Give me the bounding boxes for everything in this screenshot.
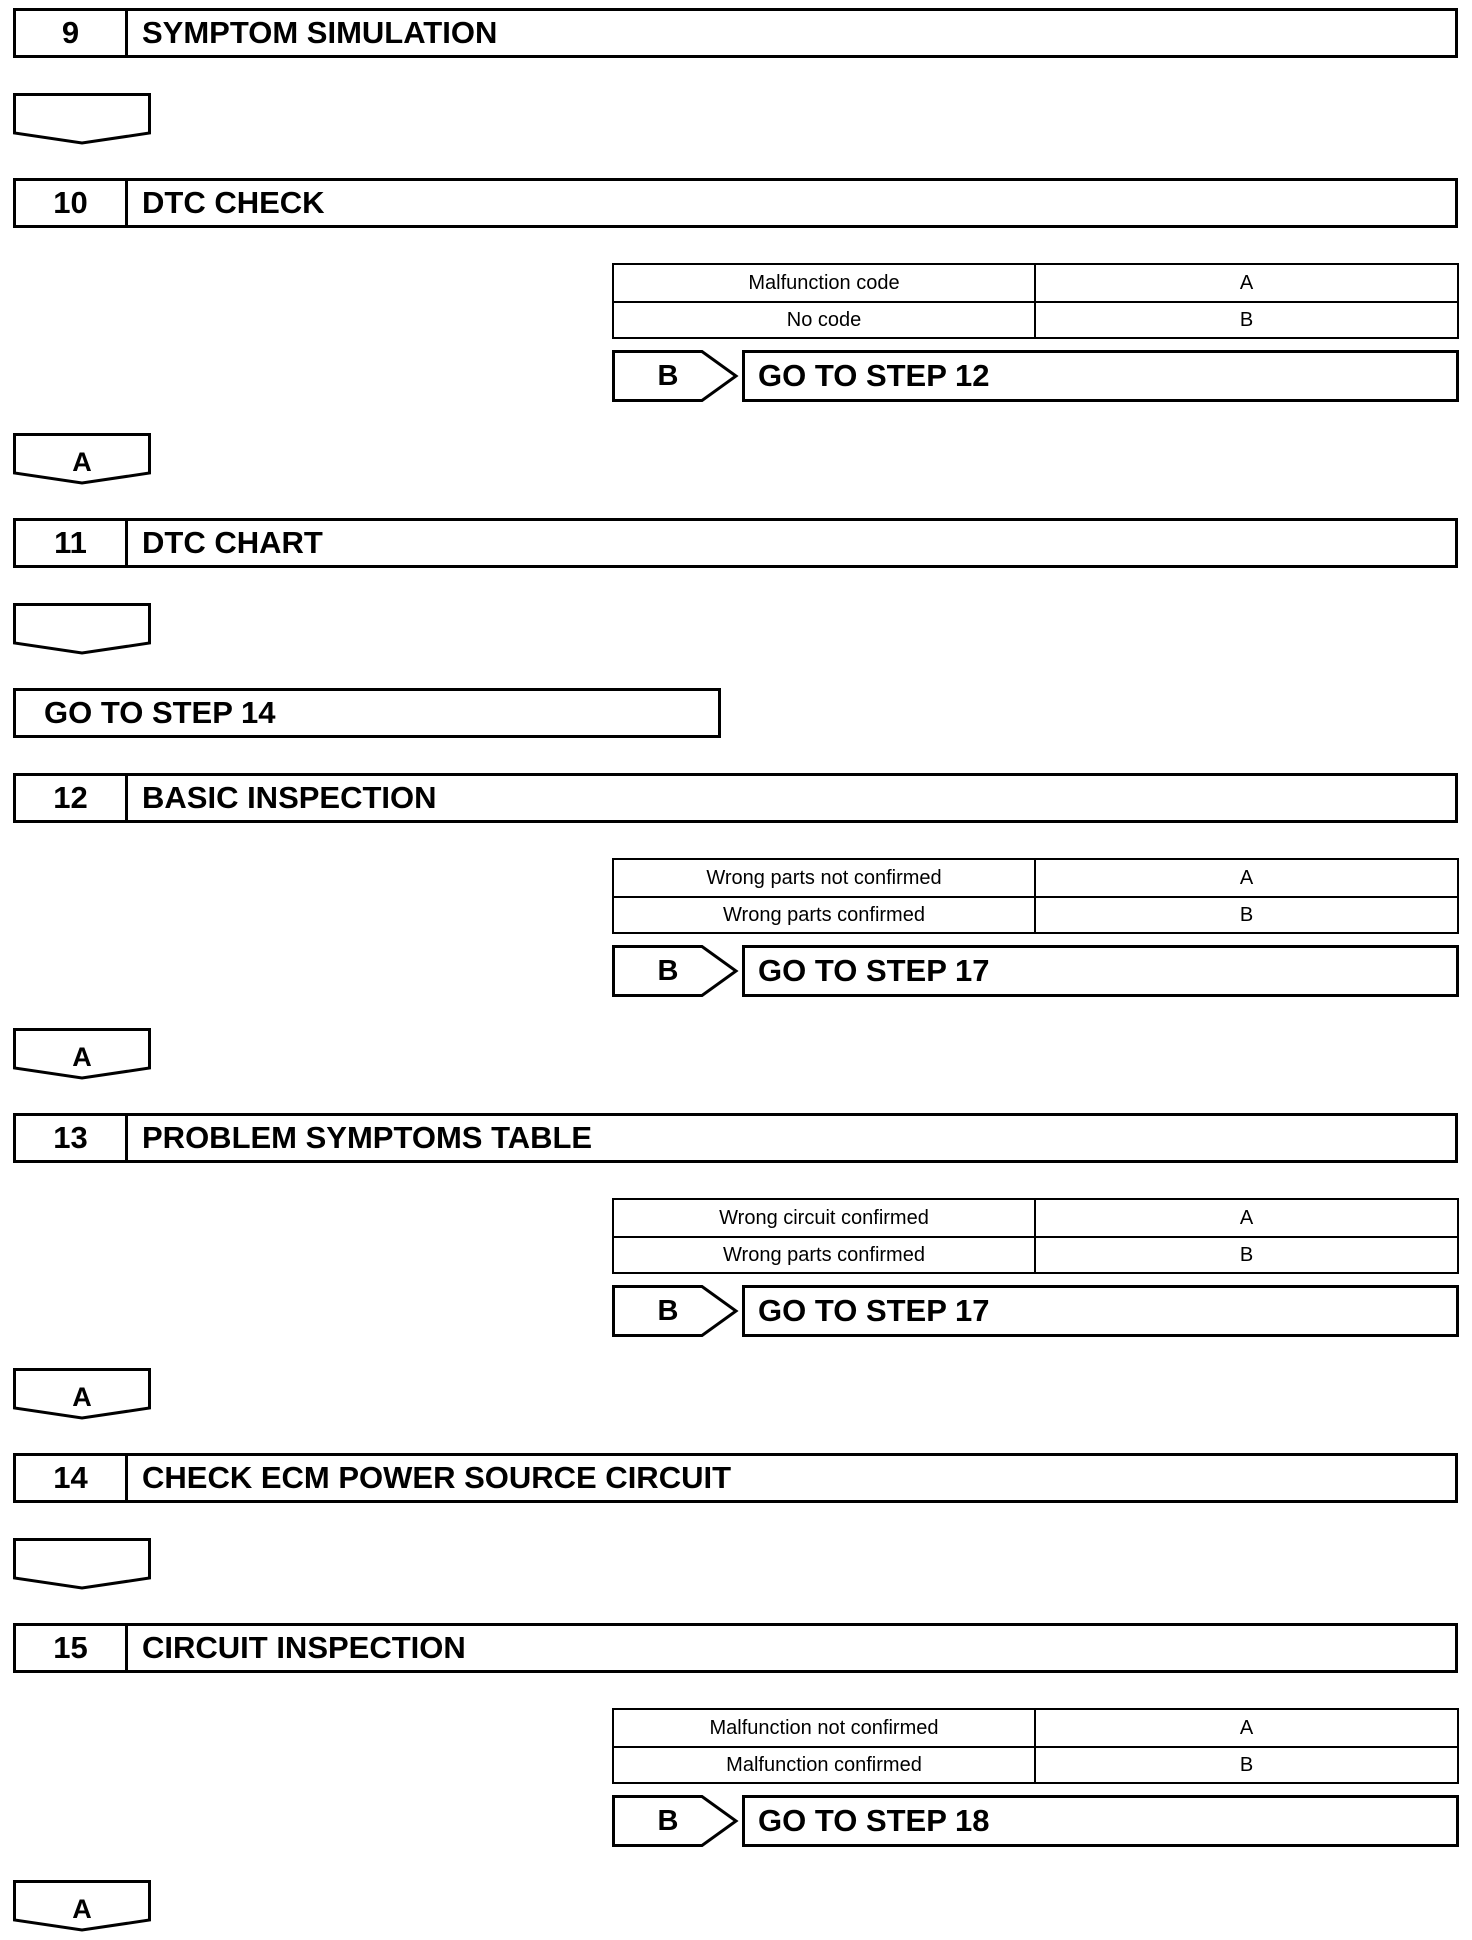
result-code: B [1239,1754,1254,1776]
result-row [614,897,1457,933]
branch-label: B [657,360,679,392]
step-number: 9 [16,11,128,55]
flow-arrow [13,1538,151,1592]
result-condition: No code [614,302,1036,338]
step-title: DTC CHART [142,525,323,560]
result-code: A [1239,867,1254,889]
flow-arrow-a [13,433,151,487]
branch-b-arrow [612,945,740,997]
result-condition: Malfunction code [614,265,1036,301]
result-table-problem-symptoms [612,1198,1459,1274]
result-table-dtc-check [612,263,1459,339]
goto-step-12: GO TO STEP 12 [742,350,1459,402]
result-condition: Malfunction confirmed [614,1747,1036,1783]
goto-step-17: GO TO STEP 17 [742,1285,1459,1337]
branch-label: B [657,1805,679,1837]
flow-arrow-label: A [72,1042,92,1072]
goto-step-14: GO TO STEP 14 [13,688,721,738]
step-13-box [13,1113,1458,1163]
result-code: B [1239,904,1254,926]
branch-b-arrow [612,350,740,402]
step-number: 13 [16,1116,128,1160]
step-10-box [13,178,1458,228]
step-number: 11 [16,521,128,565]
result-condition: Wrong circuit confirmed [614,1200,1036,1236]
result-code: A [1239,272,1254,294]
result-code: B [1239,1244,1254,1266]
result-row [614,265,1457,303]
step-15-box [13,1623,1458,1673]
step-number: 10 [16,181,128,225]
step-title: SYMPTOM SIMULATION [142,15,498,50]
goto-step-18: GO TO STEP 18 [742,1795,1459,1847]
result-table-basic-inspection [612,858,1459,934]
branch-b-arrow [612,1795,740,1847]
goto-step-17: GO TO STEP 17 [742,945,1459,997]
branch-label: B [657,955,679,987]
result-condition: Wrong parts confirmed [614,1237,1036,1273]
flow-arrow-a [13,1028,151,1082]
step-9-box [13,8,1458,58]
result-row [614,1710,1457,1748]
result-row [614,1237,1457,1273]
result-code: A [1239,1717,1254,1739]
step-11-box [13,518,1458,568]
step-14-box [13,1453,1458,1503]
step-title: CHECK ECM POWER SOURCE CIRCUIT [142,1460,732,1495]
step-title: BASIC INSPECTION [142,780,437,815]
step-number: 14 [16,1456,128,1500]
flow-arrow-label: A [72,1894,92,1924]
result-condition: Malfunction not confirmed [614,1710,1036,1746]
flow-arrow [13,93,151,147]
result-row [614,1200,1457,1238]
step-number: 15 [16,1626,128,1670]
result-table-circuit-inspection [612,1708,1459,1784]
result-row [614,302,1457,338]
step-title: PROBLEM SYMPTOMS TABLE [142,1120,593,1155]
flow-arrow-a [13,1368,151,1422]
flow-arrow [13,603,151,657]
step-title: CIRCUIT INSPECTION [142,1630,466,1665]
result-condition: Wrong parts confirmed [614,897,1036,933]
flow-arrow-a [13,1880,151,1934]
result-condition: Wrong parts not confirmed [614,860,1036,896]
branch-b-arrow [612,1285,740,1337]
step-title: DTC CHECK [142,185,325,220]
flow-arrow-label: A [72,1382,92,1412]
result-code: B [1239,309,1254,331]
result-row [614,1747,1457,1783]
result-row [614,860,1457,898]
result-code: A [1239,1207,1254,1229]
step-12-box [13,773,1458,823]
branch-label: B [657,1295,679,1327]
flow-arrow-label: A [72,447,92,477]
step-number: 12 [16,776,128,820]
